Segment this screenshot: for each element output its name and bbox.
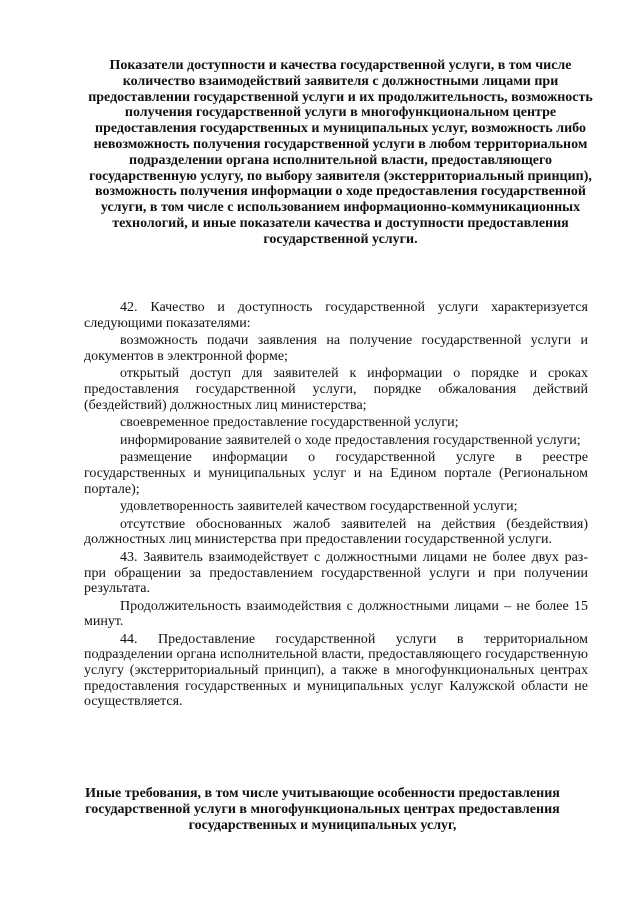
paragraph-interaction-duration: Продолжительность взаимодействия с должностными лицами – не более 15 минут.: [84, 598, 588, 630]
list-item-open-access-info: открытый доступ для заявителей к информации о порядке и сроках предоставления государственной услуги, порядке обжалования действий (бездействий) должностных лиц министерства;: [84, 366, 588, 413]
section-heading-other-requirements: Иные требования, в том числе учитывающие особенности предоставления государственной услуги в многофункциональных центрах предоставления государственных и муниципальных услуг,: [85, 786, 560, 833]
document-body: [84, 300, 588, 710]
paragraph-43-interactions: 43. Заявитель взаимодействует с должностными лицами не более двух раз-при обращении за предоставлением государственной услуги и при получении результата.: [84, 549, 588, 597]
list-item-satisfaction: удовлетворенность заявителей качеством государственной услуги;: [120, 499, 518, 515]
list-item-progress-information: информирование заявителей о ходе предоставления государственной услуги;: [120, 432, 581, 448]
list-item-registry-placement: размещение информации о государственной услуге в реестре государственных и муниципальных услуг и на Едином портале (Региональном портале);: [84, 450, 588, 497]
paragraph-44-extraterritorial: 44. Предоставление государственной услуги в территориальном подразделении органа исполнительной власти, предоставляющего государственную услугу (экстерриториальный принцип), а также в многофункциональных центрах предоставления государственных и муниципальных услуг Калужской области не осуществляется.: [84, 631, 588, 710]
list-item-no-complaints: отсутствие обоснованных жалоб заявителей на действия (бездействия) должностных лиц министерства при предоставлении государственной услуги.: [84, 516, 588, 548]
paragraph-42-intro: 42. Качество и доступность государственной услуги характеризуется следующими показателями:: [84, 300, 588, 331]
list-item-electronic-application: возможность подачи заявления на получение государственной услуги и документов в электронной форме;: [84, 333, 588, 364]
list-item-timely-provision: своевременное предоставление государственной услуги;: [120, 415, 459, 431]
section-heading-quality-indicators: Показатели доступности и качества государственной услуги, в том числе количество взаимодействий заявителя с должностными лицами при предоставлении государственной услуги и их продолжительность, возможность получения государственной услуги в многофункциональном центре предоставления государственных и муниципальных услуг, возможность либо невозможность получения государственной услуги в любом территориальном подразделении органа исполнительной власти, предоставляющего государственную услугу, по выбору заявителя (экстерриториальный принцип), возможность получения информации о ходе предоставления государственной услуги, в том числе с использованием информационно-коммуникационных технологий, и иные показатели качества и доступности предоставления государственной услуги.: [88, 58, 593, 247]
